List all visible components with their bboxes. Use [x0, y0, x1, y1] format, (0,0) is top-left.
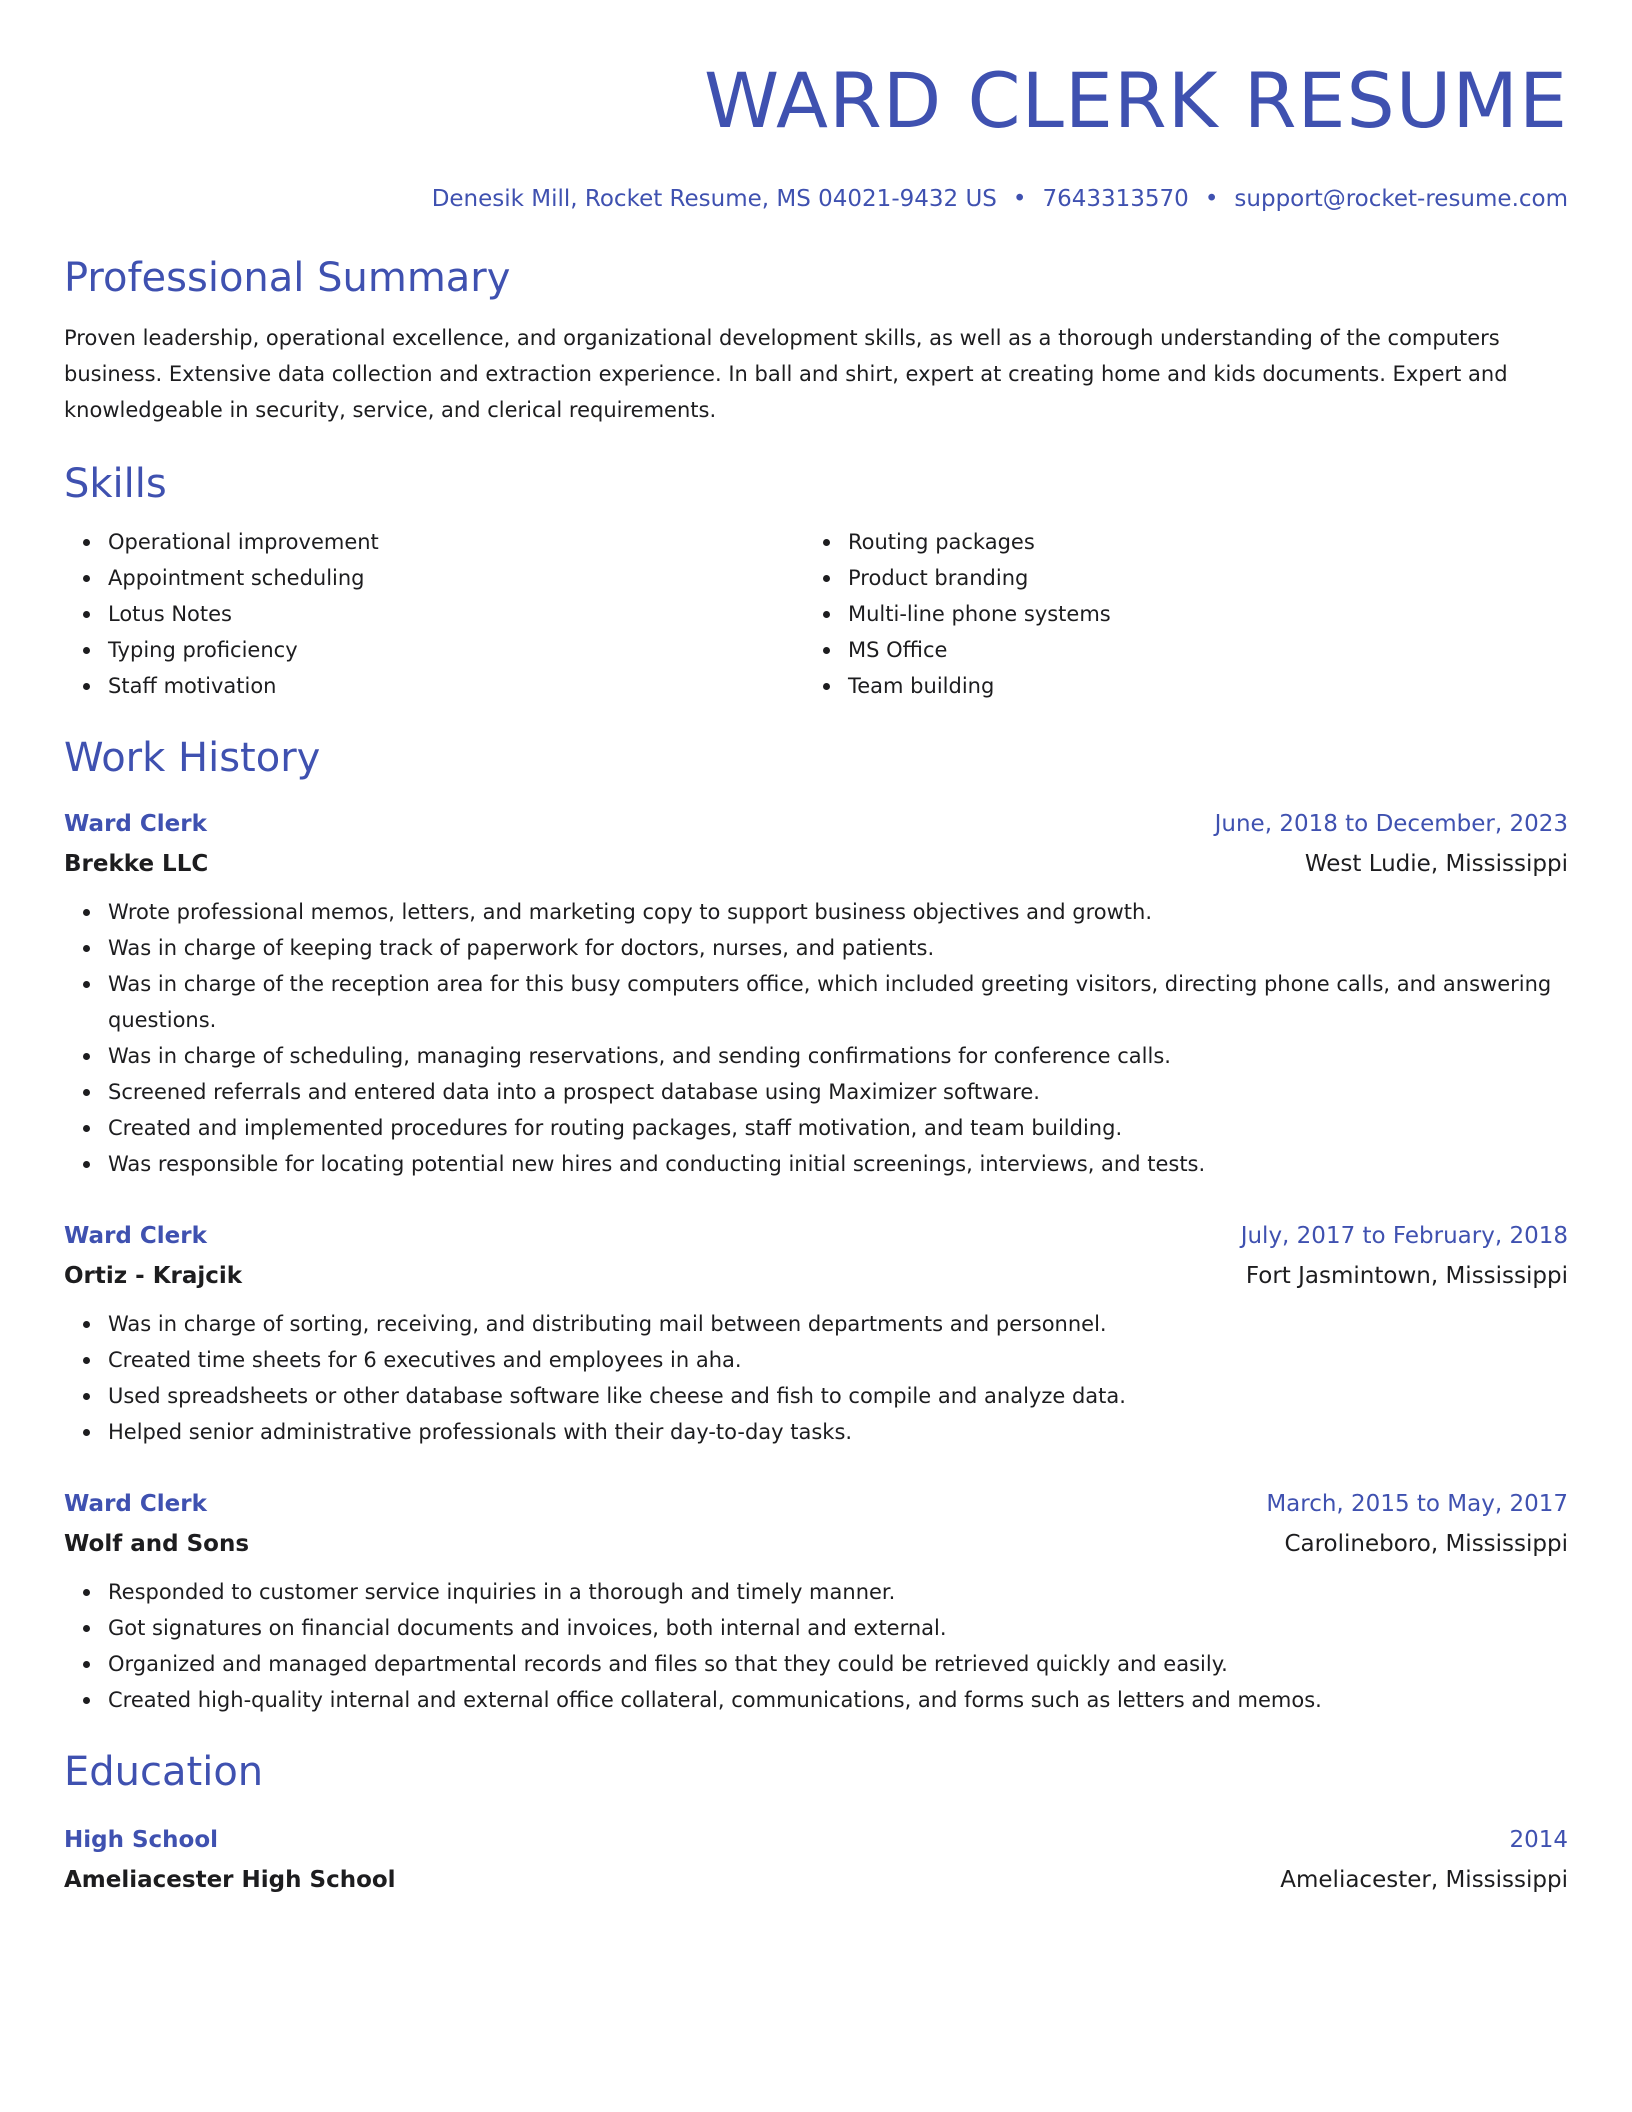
job-duty: Was in charge of keeping track of paperwork for doctors, nurses, and patients.: [108, 930, 1568, 966]
job-duty: Was in charge of sorting, receiving, and distributing mail between departments and personnel.: [108, 1306, 1568, 1342]
education-year: 2014: [1509, 1827, 1568, 1853]
job-duty: Was responsible for locating potential new hires and conducting initial screenings, interviews, and tests.: [108, 1146, 1568, 1182]
job-company: Wolf and Sons: [64, 1531, 250, 1557]
job-title-row: [64, 1484, 1568, 1524]
work-history-heading: Work History: [64, 735, 321, 781]
education-school-row: [64, 1860, 1568, 1900]
skill-item: Appointment scheduling: [108, 560, 804, 596]
skill-item: Routing packages: [848, 524, 1544, 560]
job-title-row: [64, 1216, 1568, 1256]
contact-address: Denesik Mill, Rocket Resume, MS 04021-9432 US: [431, 186, 997, 212]
job-entry: [64, 1216, 1568, 1450]
job-role: Ward Clerk: [64, 811, 207, 837]
job-dates: March, 2015 to May, 2017: [1266, 1491, 1568, 1517]
job-duty: Got signatures on financial documents and invoices, both internal and external.: [108, 1610, 1568, 1646]
job-location: Carolineboro, Mississippi: [1284, 1531, 1568, 1557]
education-school: Ameliacester High School: [64, 1867, 396, 1893]
contact-separator: •: [1012, 186, 1027, 212]
contact-line: [64, 184, 1568, 214]
job-entry: [64, 804, 1568, 1182]
skill-item: Product branding: [848, 560, 1544, 596]
job-location: West Ludie, Mississippi: [1304, 851, 1568, 877]
skill-item: Staff motivation: [108, 668, 804, 704]
job-duty: Organized and managed departmental records and files so that they could be retrieved quickly and easily.: [108, 1646, 1568, 1682]
job-duties-list: [64, 1574, 1568, 1718]
job-duty: Wrote professional memos, letters, and marketing copy to support business objectives and growth.: [108, 894, 1568, 930]
education-title-row: [64, 1820, 1568, 1860]
job-employer-row: [64, 1524, 1568, 1564]
job-duty: Used spreadsheets or other database software like cheese and fish to compile and analyze data.: [108, 1378, 1568, 1414]
skill-item: MS Office: [848, 632, 1544, 668]
skill-item: Team building: [848, 668, 1544, 704]
job-role: Ward Clerk: [64, 1223, 207, 1249]
job-duty: Created time sheets for 6 executives and employees in aha.: [108, 1342, 1568, 1378]
education-heading: Education: [64, 1749, 264, 1795]
job-location: Fort Jasmintown, Mississippi: [1245, 1263, 1568, 1289]
job-duty: Screened referrals and entered data into a prospect database using Maximizer software.: [108, 1074, 1568, 1110]
job-duty: Responded to customer service inquiries in a thorough and timely manner.: [108, 1574, 1568, 1610]
summary-heading: Professional Summary: [64, 255, 511, 301]
resume-header: [64, 56, 1568, 214]
job-company: Brekke LLC: [64, 851, 209, 877]
education-location: Ameliacester, Mississippi: [1280, 1867, 1568, 1893]
job-entry: [64, 1484, 1568, 1718]
job-company: Ortiz - Krajcik: [64, 1263, 243, 1289]
education-degree: High School: [64, 1827, 219, 1853]
job-duties-list: [64, 894, 1568, 1182]
skills-heading: Skills: [64, 461, 167, 507]
job-duty: Helped senior administrative professionals with their day-to-day tasks.: [108, 1414, 1568, 1450]
candidate-name: WARD CLERK RESUME: [704, 56, 1568, 145]
skill-item: Typing proficiency: [108, 632, 804, 668]
contact-phone: 7643313570: [1042, 186, 1189, 212]
job-duty: Was in charge of the reception area for this busy computers office, which included greeting visitors, directing phone calls, and answering questions.: [108, 966, 1568, 1038]
skill-item: Lotus Notes: [108, 596, 804, 632]
contact-separator: •: [1204, 186, 1219, 212]
skill-item: Multi-line phone systems: [848, 596, 1544, 632]
job-role: Ward Clerk: [64, 1491, 207, 1517]
skills-column-left: [64, 524, 804, 704]
job-duties-list: [64, 1306, 1568, 1450]
skill-item: Operational improvement: [108, 524, 804, 560]
education-entry: [64, 1820, 1568, 1900]
job-duty: Created high-quality internal and external office collateral, communications, and forms such as letters and memos.: [108, 1682, 1568, 1718]
skills-grid: [64, 524, 1568, 704]
job-duty: Was in charge of scheduling, managing reservations, and sending confirmations for conference calls.: [108, 1038, 1568, 1074]
job-employer-row: [64, 1256, 1568, 1296]
skills-column-right: [804, 524, 1544, 704]
job-duty: Created and implemented procedures for routing packages, staff motivation, and team building.: [108, 1110, 1568, 1146]
job-title-row: [64, 804, 1568, 844]
job-employer-row: [64, 844, 1568, 884]
contact-email: support@rocket-resume.com: [1234, 186, 1568, 212]
job-dates: June, 2018 to December, 2023: [1214, 811, 1568, 837]
job-dates: July, 2017 to February, 2018: [1240, 1223, 1568, 1249]
summary-text: Proven leadership, operational excellence, and organizational development skills, as well as a thorough understanding of the computers business. Extensive data collection and extraction experience. In ball and shirt, expert at creating home and kids documents. Expert and knowledgeable in security, service, and clerical requirements.: [64, 326, 1508, 422]
